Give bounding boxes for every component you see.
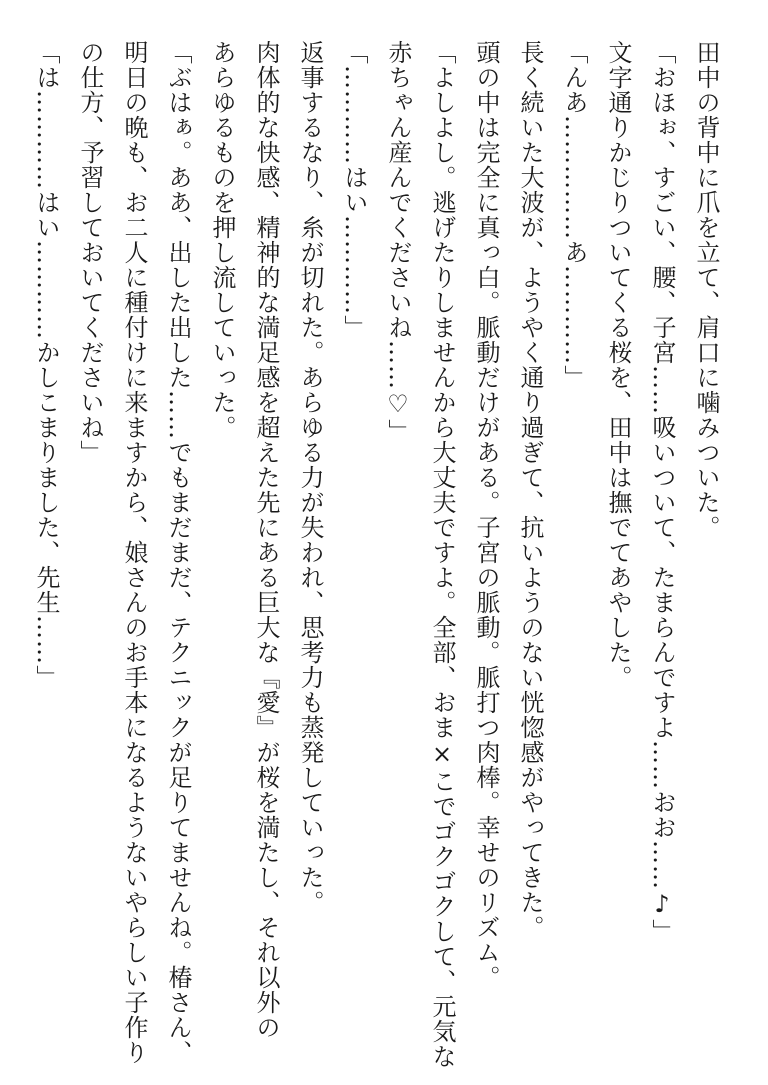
text-line: 肉体的な快感、精神的な満足感を超えた先にある巨大な『愛』が桜を満たし、それ以外の xyxy=(252,40,280,1040)
text-line: 頭の中は完全に真っ白。脈動だけがある。子宮の脈動。脈打つ肉棒。幸せのリズム。 xyxy=(472,40,500,990)
text-line: 「よしよし。逃げたりしませんから大丈夫ですよ。全部、おま×こでゴクゴクして、元気な xyxy=(428,40,456,1069)
text-line: 「…………はい…………」 xyxy=(340,40,368,340)
text-line: 長く続いた大波が、ようやく通り過ぎて、抗いようのない恍惚感がやってきた。 xyxy=(516,40,544,940)
text-line: 「ぶはぁ。ああ、出した出した……でもまだまだ、テクニックが足りてませんね。椿さん、 xyxy=(164,40,192,1065)
text-line: 「おほぉ、すごい、腰、子宮……吸いついて、たまらんですよ……おお……♪」 xyxy=(648,40,676,944)
text-line: 田中の背中に爪を立て、肩口に噛みついた。 xyxy=(692,40,720,540)
text-line: 赤ちゃん産んでくださいね……♡」 xyxy=(384,40,412,444)
vertical-text-block xyxy=(24,40,728,1069)
text-line: あらゆるものを押し流していった。 xyxy=(208,40,236,440)
text-line: 明日の晩も、お二人に種付けに来ますから、娘さんのお手本になるようないやらしい子作り xyxy=(120,40,148,1065)
text-line: の仕方、予習しておいてくださいね」 xyxy=(76,40,104,465)
text-line: 「んあ……………あ…………」 xyxy=(560,40,588,390)
text-line: 返事するなり、糸が切れた。あらゆる力が失われ、思考力も蒸発していった。 xyxy=(296,40,324,915)
text-line: 文字通りかじりついてくる桜を、田中は撫でてあやした。 xyxy=(604,40,632,690)
text-line: 「は…………はい…………かしこまりました、先生……」 xyxy=(32,40,60,690)
